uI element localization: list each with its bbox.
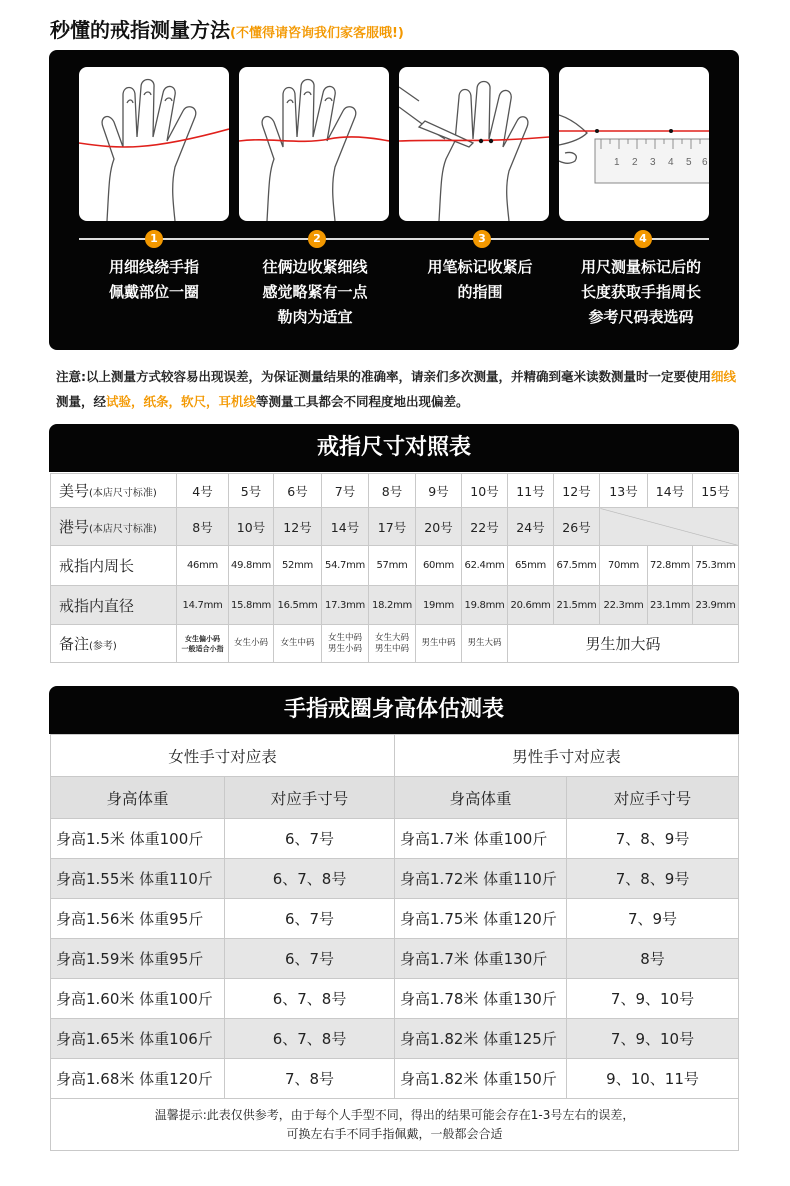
step-3-illustration — [399, 67, 549, 221]
male-size-cell: 8号 — [567, 939, 739, 979]
circumference-label: 戒指内周长 — [51, 546, 177, 586]
step-2-text: 往俩边收紧细线 感觉略紧有一点 勒肉为适宜 — [262, 258, 368, 326]
diameter-cell: 22.3mm — [600, 586, 648, 625]
male-size-cell: 7、8、9号 — [567, 819, 739, 859]
gender-header-row — [51, 735, 739, 777]
remark-cell: 女生中码 — [274, 625, 322, 663]
diameter-cell: 18.2mm — [369, 586, 416, 625]
measure-note — [56, 364, 746, 414]
female-hw-cell: 身高1.55米 体重110斤 — [51, 859, 225, 899]
hk-size-row — [51, 508, 739, 546]
height-table-title: 手指戒圈身高体估测表 — [49, 686, 739, 734]
size-table-title: 戒指尺寸对照表 — [49, 424, 739, 472]
male-size-cell: 9、10、11号 — [567, 1059, 739, 1099]
pen-mark-icon — [399, 67, 549, 221]
male-size-header: 对应手寸号 — [567, 777, 739, 819]
male-hw-cell: 身高1.82米 体重125斤 — [395, 1019, 567, 1059]
circumference-cell: 54.7mm — [322, 546, 369, 586]
us-size-cell: 6号 — [274, 474, 322, 508]
warm-tip-text: 温馨提示:此表仅供参考，由于每个人手型不同，得出的结果可能会存在1-3号左右的误差， 可换左右手不同手指佩戴，一般都会合适 — [51, 1099, 739, 1151]
female-size-cell: 6、7、8号 — [225, 859, 395, 899]
hk-size-cell: 10号 — [229, 508, 274, 546]
tip-row — [51, 1099, 739, 1151]
circumference-cell: 67.5mm — [554, 546, 600, 586]
hand-tighten-icon — [239, 67, 389, 221]
step-2-number: 2 — [308, 230, 326, 248]
step-2-illustration — [239, 67, 389, 221]
remark-big-cell: 男生加大码 — [508, 625, 739, 663]
circumference-cell: 52mm — [274, 546, 322, 586]
circumference-cell: 57mm — [369, 546, 416, 586]
male-hw-cell: 身高1.7米 体重100斤 — [395, 819, 567, 859]
diameter-cell: 14.7mm — [177, 586, 229, 625]
ruler-mark-5: 5 — [686, 157, 692, 168]
hk-size-cell: 14号 — [322, 508, 369, 546]
ruler-mark-1: 1 — [614, 157, 620, 168]
us-size-cell: 7号 — [322, 474, 369, 508]
female-hw-cell: 身高1.59米 体重95斤 — [51, 939, 225, 979]
diameter-cell: 19mm — [416, 586, 462, 625]
diameter-cell: 21.5mm — [554, 586, 600, 625]
female-table-title: 女性手寸对应表 — [51, 735, 395, 777]
female-size-cell: 6、7号 — [225, 939, 395, 979]
circumference-cell: 75.3mm — [693, 546, 739, 586]
female-size-cell: 6、7、8号 — [225, 1019, 395, 1059]
male-hw-cell: 身高1.7米 体重130斤 — [395, 939, 567, 979]
ruler-mark-3: 3 — [650, 157, 656, 168]
diameter-label: 戒指内直径 — [51, 586, 177, 625]
circumference-cell: 65mm — [508, 546, 554, 586]
page-title-text: 秒懂的戒指测量方法 — [50, 18, 230, 42]
hk-size-cell: 20号 — [416, 508, 462, 546]
note-part-1: 注意:以上测量方式较容易出现误差，为保证测量结果的准确率，请亲们多次测量，并精确到毫米读数测量时一定要使用 — [56, 369, 712, 384]
step-1-illustration — [79, 67, 229, 221]
female-size-cell: 6、7号 — [225, 899, 395, 939]
hk-size-cell: 24号 — [508, 508, 554, 546]
hk-size-cell: 17号 — [369, 508, 416, 546]
female-hw-cell: 身高1.65米 体重106斤 — [51, 1019, 225, 1059]
page-title — [50, 14, 404, 43]
diameter-cell: 15.8mm — [229, 586, 274, 625]
hk-size-cell: 26号 — [554, 508, 600, 546]
us-size-cell: 14号 — [648, 474, 693, 508]
hk-size-empty-cell — [600, 508, 739, 546]
us-size-cell: 15号 — [693, 474, 739, 508]
hk-size-cell: 22号 — [462, 508, 508, 546]
remark-cell: 男生中码 — [416, 625, 462, 663]
table-row — [51, 979, 739, 1019]
step-4-text: 用尺测量标记后的 长度获取手指周长 参考尺码表选码 — [580, 258, 701, 326]
page-subtitle: (不懂得请咨询我们家客服哦!) — [230, 26, 404, 41]
height-weight-table — [50, 734, 739, 1151]
step-4-illustration — [559, 67, 709, 221]
table-row — [51, 819, 739, 859]
circumference-cell: 49.8mm — [229, 546, 274, 586]
female-hw-header: 身高体重 — [51, 777, 225, 819]
step-3-number: 3 — [473, 230, 491, 248]
female-hw-cell: 身高1.68米 体重120斤 — [51, 1059, 225, 1099]
step-1-text: 用细线绕手指 佩戴部位一圈 — [108, 258, 199, 301]
us-size-row — [51, 474, 739, 508]
table-row — [51, 939, 739, 979]
us-size-cell: 4号 — [177, 474, 229, 508]
male-size-cell: 7、8、9号 — [567, 859, 739, 899]
diameter-cell: 17.3mm — [322, 586, 369, 625]
remark-cell: 女生中码 男生小码 — [322, 625, 369, 663]
remark-row — [51, 625, 739, 663]
female-size-header: 对应手寸号 — [225, 777, 395, 819]
ruler-mark-2: 2 — [632, 157, 638, 168]
female-size-cell: 6、7、8号 — [225, 979, 395, 1019]
ruler-measure-icon — [559, 67, 709, 221]
remark-cell: 女生大码 男生中码 — [369, 625, 416, 663]
table-row — [51, 1019, 739, 1059]
remark-cell: 女生偏小码 一般适合小指 — [177, 625, 229, 663]
male-table-title: 男性手寸对应表 — [395, 735, 739, 777]
diameter-cell: 20.6mm — [508, 586, 554, 625]
circumference-cell: 46mm — [177, 546, 229, 586]
circumference-cell: 62.4mm — [462, 546, 508, 586]
hk-size-cell: 12号 — [274, 508, 322, 546]
female-hw-cell: 身高1.56米 体重95斤 — [51, 899, 225, 939]
steps-timeline — [79, 238, 709, 240]
male-hw-cell: 身高1.75米 体重120斤 — [395, 899, 567, 939]
column-header-row — [51, 777, 739, 819]
female-size-cell: 7、8号 — [225, 1059, 395, 1099]
table-row — [51, 899, 739, 939]
note-highlight-thread: 细线 — [711, 369, 737, 384]
female-size-cell: 6、7号 — [225, 819, 395, 859]
note-highlight-tools: 试验，纸条，软尺，耳机线 — [106, 394, 257, 409]
us-size-cell: 9号 — [416, 474, 462, 508]
male-hw-cell: 身高1.78米 体重130斤 — [395, 979, 567, 1019]
step-4-number: 4 — [634, 230, 652, 248]
diameter-cell: 23.9mm — [693, 586, 739, 625]
remark-cell: 男生大码 — [462, 625, 508, 663]
us-size-cell: 13号 — [600, 474, 648, 508]
male-hw-header: 身高体重 — [395, 777, 567, 819]
measure-steps-panel — [49, 50, 739, 350]
us-size-label: 美号(本店尺寸标准) — [51, 474, 177, 508]
us-size-cell: 12号 — [554, 474, 600, 508]
diameter-cell: 23.1mm — [648, 586, 693, 625]
ruler-mark-6: 6 — [702, 157, 708, 168]
female-hw-cell: 身高1.5米 体重100斤 — [51, 819, 225, 859]
us-size-cell: 5号 — [229, 474, 274, 508]
circumference-cell: 60mm — [416, 546, 462, 586]
step-1-number: 1 — [145, 230, 163, 248]
male-hw-cell: 身高1.72米 体重110斤 — [395, 859, 567, 899]
us-size-cell: 11号 — [508, 474, 554, 508]
note-part-3: 等测量工具都会不同程度地出现偏差。 — [256, 394, 469, 409]
diameter-row — [51, 586, 739, 625]
note-part-2: 测量，经 — [56, 394, 107, 409]
male-size-cell: 7、9号 — [567, 899, 739, 939]
remark-label: 备注(参考) — [51, 625, 177, 663]
circumference-row — [51, 546, 739, 586]
table-row — [51, 1059, 739, 1099]
male-size-cell: 7、9、10号 — [567, 1019, 739, 1059]
us-size-cell: 10号 — [462, 474, 508, 508]
hand-thread-icon — [79, 67, 229, 221]
hk-size-label: 港号(本店尺寸标准) — [51, 508, 177, 546]
ring-size-table — [50, 473, 739, 663]
circumference-cell: 70mm — [600, 546, 648, 586]
remark-cell: 女生小码 — [229, 625, 274, 663]
diameter-cell: 16.5mm — [274, 586, 322, 625]
diameter-cell: 19.8mm — [462, 586, 508, 625]
us-size-cell: 8号 — [369, 474, 416, 508]
step-3-text: 用笔标记收紧后 的指围 — [427, 258, 533, 301]
female-hw-cell: 身高1.60米 体重100斤 — [51, 979, 225, 1019]
table-row — [51, 859, 739, 899]
hk-size-cell: 8号 — [177, 508, 229, 546]
male-hw-cell: 身高1.82米 体重150斤 — [395, 1059, 567, 1099]
ruler-mark-4: 4 — [668, 157, 674, 168]
circumference-cell: 72.8mm — [648, 546, 693, 586]
male-size-cell: 7、9、10号 — [567, 979, 739, 1019]
